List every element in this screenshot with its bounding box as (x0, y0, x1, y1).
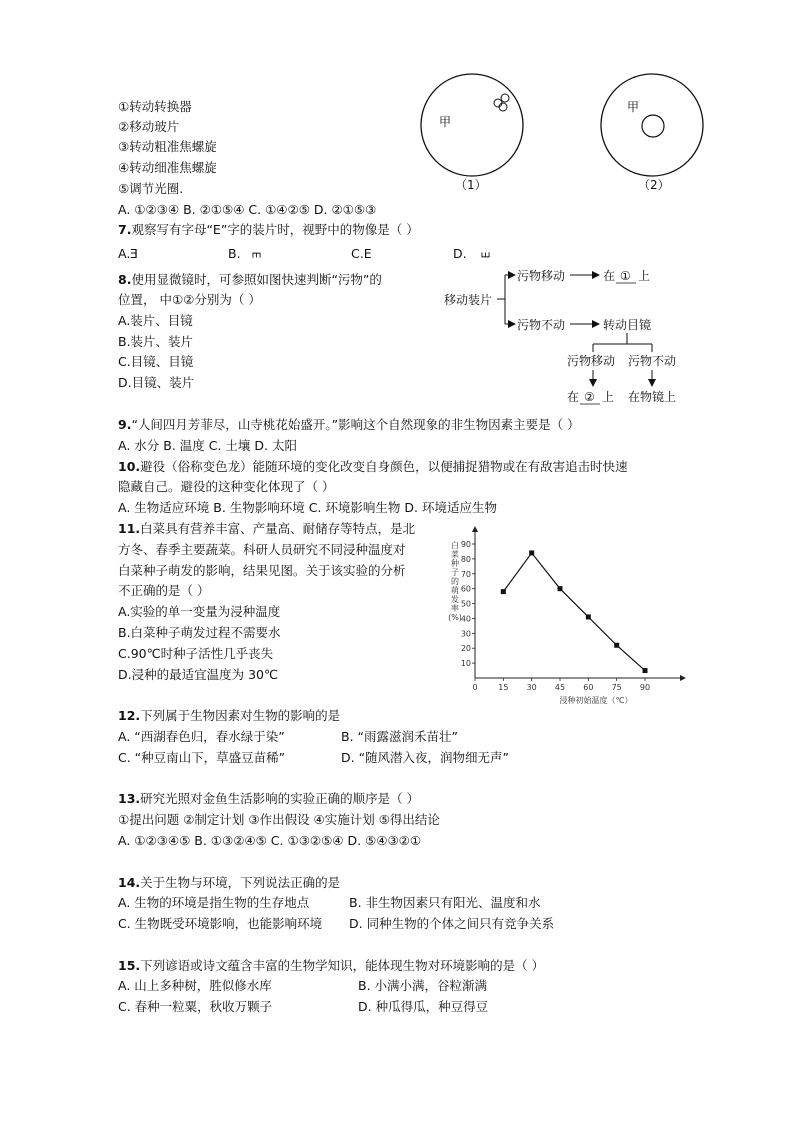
q12-option-a: A. “西湖春色归，春水绿于染” (118, 729, 285, 744)
q10-number: 10. (118, 459, 141, 474)
y-label-char: 率 (451, 604, 459, 613)
data-point (643, 668, 648, 673)
q7-number: 7. (118, 222, 132, 237)
q7-option-c: C.E (351, 246, 372, 261)
q7-option-a: A.E (118, 244, 138, 264)
data-point (501, 589, 506, 594)
x-tick-label: 90 (639, 683, 651, 692)
x-tick-label: 15 (498, 683, 509, 692)
q11-stem-4: 不正确的是（ ） (118, 583, 210, 598)
bubble (499, 103, 507, 111)
field-of-view-1 (421, 74, 523, 176)
q12-option-b: B. “雨露滋润禾苗壮” (341, 729, 458, 744)
q11-option-a: A.实验的单一变量为浸种温度 (118, 604, 281, 619)
data-point (558, 586, 563, 591)
bubble-large (642, 115, 664, 137)
fig2-label: （2） (638, 178, 670, 192)
x-axis-label: 浸种初始温度（℃） (559, 696, 633, 705)
y-label-char: 白 (451, 541, 459, 550)
flow-on-2: 上 (602, 390, 615, 404)
flow-rotate-eyepiece: 转动目镜 (603, 318, 652, 332)
q9-number: 9. (118, 417, 132, 432)
q14-option-b: B. 非生物因素只有阳光、温度和水 (349, 895, 541, 910)
y-tick-label: 50 (460, 599, 471, 609)
y-tick-label: 90 (460, 540, 471, 549)
data-point (529, 550, 534, 555)
bubble (501, 94, 509, 102)
q6-step-5: ⑤调节光圈. (118, 181, 184, 196)
q12-stem: 12.下列属于生物因素对生物的影响的是 (118, 708, 341, 723)
q10-stem-1: 10.避役（俗称变色龙）能随环境的变化改变自身颜色，以便捕捉猎物或在有敌害追击时快速 (118, 459, 628, 474)
rotated-e: E (249, 251, 263, 259)
q15-option-b: B. 小满小满，谷粒渐满 (358, 978, 488, 993)
q14-option-a: A. 生物的环境是指生物的生存地点 (118, 895, 310, 910)
q13-options: A. ①②③④⑤ B. ①③②④⑤ C. ①③②⑤④ D. ⑤④③②① (118, 833, 422, 848)
flow-on-1: 上 (638, 269, 651, 283)
q11-option-b: B.白菜种子萌发过程不需要水 (118, 625, 281, 640)
q13-steps: ①提出问题 ②制定计划 ③作出假设 ④实施计划 ⑤得出结论 (118, 812, 440, 827)
y-label-char: 种 (451, 559, 459, 568)
jia-mark-2: 甲 (627, 100, 640, 114)
x-tick-label: 75 (611, 683, 622, 692)
q11-option-d: D.浸种的最适宜温度为 30℃ (118, 667, 279, 682)
y-tick-label: 40 (460, 614, 471, 624)
flow-moves-2: 污物移动 (567, 354, 616, 368)
q11-number: 11. (118, 521, 141, 536)
x-tick-label: 30 (526, 683, 537, 692)
q12-option-c: C. “种豆南山下，草盛豆苗稀” (118, 750, 286, 765)
q10-options: A. 生物适应环境 B. 生物影响环境 C. 环境影响生物 D. 环境适应生物 (118, 500, 497, 515)
y-tick-label: 60 (460, 584, 471, 594)
q13-stem: 13.研究光照对金鱼生活影响的实验正确的顺序是（ ） (118, 791, 420, 806)
q12-option-d: D. “随风潜入夜，润物细无声” (341, 750, 510, 765)
q15-number: 15. (118, 958, 141, 973)
y-tick-label: 20 (460, 644, 471, 654)
x-axis-arrow (680, 675, 686, 681)
q9-stem: 9.“人间四月芳菲尽，山寺桃花始盛开。”影响这个自然现象的非生物因素主要是（ ） (118, 417, 580, 432)
jia-mark-1: 甲 (439, 115, 452, 129)
q6-step-3: ③转动粗准焦螺旋 (118, 139, 217, 154)
flow-not-moves-2: 污物不动 (628, 354, 677, 368)
q8-stem-1: 8.使用显微镜时，可参照如图快速判断“污物”的 (118, 272, 382, 287)
y-tick-label: 10 (460, 659, 471, 669)
q8-number: 8. (118, 272, 132, 287)
q6-options: A. ①②③④ B. ②①⑤④ C. ①④②⑤ D. ②①⑤③ (118, 202, 377, 217)
flow-at-1: 在 (603, 269, 616, 283)
q9-options: A. 水分 B. 温度 C. 土壤 D. 太阳 (118, 438, 297, 453)
q14-option-c: C. 生物既受环境影响，也能影响环境 (118, 916, 323, 931)
flow-not-moves: 污物不动 (517, 318, 566, 332)
rotated-e-2: E (478, 251, 492, 259)
q14-stem: 14.关于生物与环境，下列说法正确的是 (118, 875, 341, 890)
q7-option-b: B. E (228, 244, 259, 265)
flow-move-slide: 移动装片 (444, 293, 493, 307)
q15-option-c: C. 春种一粒粟，秋收万颗子 (118, 999, 273, 1014)
q12-number: 12. (118, 708, 141, 723)
flow-at-2: 在 (567, 390, 580, 404)
flow-circle-1: ① (620, 269, 631, 283)
q8-option-b: B.装片、装片 (118, 334, 194, 349)
q8-option-c: C.目镜、目镜 (118, 354, 194, 369)
q15-option-d: D. 种瓜得瓜，种豆得豆 (358, 999, 489, 1014)
q7-stem (118, 220, 419, 240)
q11-stem-3: 白菜种子萌发的影响，结果见图。关于该实验的分析 (118, 563, 406, 578)
q11-option-c: C.90℃时种子活性几乎丧失 (118, 646, 274, 661)
x-tick-label: 0 (472, 683, 478, 692)
data-point (586, 614, 591, 619)
q6-step-1: ①转动转换器 (118, 99, 192, 114)
q15-option-a: A. 山上多种树，胜似修水库 (118, 978, 272, 993)
series-line (503, 553, 645, 671)
q8-option-a: A.装片、目镜 (118, 313, 193, 328)
bubble (494, 99, 502, 107)
q6-step-2: ②移动玻片 (118, 119, 180, 134)
flow-circle-2: ② (584, 390, 595, 404)
y-label-char: 萌 (451, 586, 459, 595)
fig1-label: （1） (455, 178, 487, 192)
x-tick-label: 45 (554, 683, 566, 692)
q7-option-d: D. E (453, 244, 489, 265)
q6-step-4: ④转动细准焦螺旋 (118, 160, 217, 175)
upright-e: E (363, 246, 372, 261)
y-label-char: 菜 (451, 550, 459, 559)
y-label-char: (%) (448, 613, 462, 622)
y-label-char: 子 (451, 568, 459, 577)
y-label-char: 的 (451, 577, 459, 586)
flow-moves: 污物移动 (517, 269, 566, 283)
q14-number: 14. (118, 875, 141, 890)
q11-stem-2: 方冬、春季主要蔬菜。科研人员研究不同浸种温度对 (118, 542, 406, 557)
q8-stem-2: 位置， 中①②分别为（ ） (118, 292, 261, 307)
y-tick-label: 70 (460, 569, 471, 579)
q14-option-d: D. 同种生物的个体之间只有竞争关系 (349, 916, 555, 931)
q15-stem: 15.下列谚语或诗文蕴含丰富的生物学知识，能体现生物对环境影响的是（ ） (118, 958, 545, 973)
y-tick-label: 80 (460, 554, 471, 564)
q10-stem-2: 隐藏自己。避役的这种变化体现了（ ） (118, 479, 335, 494)
q11-stem-1: 11.白菜具有营养丰富、产量高、耐储存等特点，是北 (118, 521, 416, 536)
y-label-char: 发 (451, 595, 459, 604)
flow-on-objective: 在物镜上 (628, 390, 677, 404)
field-of-view-2 (601, 74, 703, 176)
y-axis-arrow (472, 526, 478, 532)
q8-option-d: D.目镜、装片 (118, 375, 195, 390)
q7-text: 观察写有字母“E”字的装片时，视野中的物像是（ ） (131, 222, 419, 237)
data-point (614, 643, 619, 648)
q13-number: 13. (118, 791, 141, 806)
x-tick-label: 60 (583, 683, 594, 692)
y-tick-label: 30 (460, 629, 471, 639)
mirrored-e: E (130, 246, 139, 261)
